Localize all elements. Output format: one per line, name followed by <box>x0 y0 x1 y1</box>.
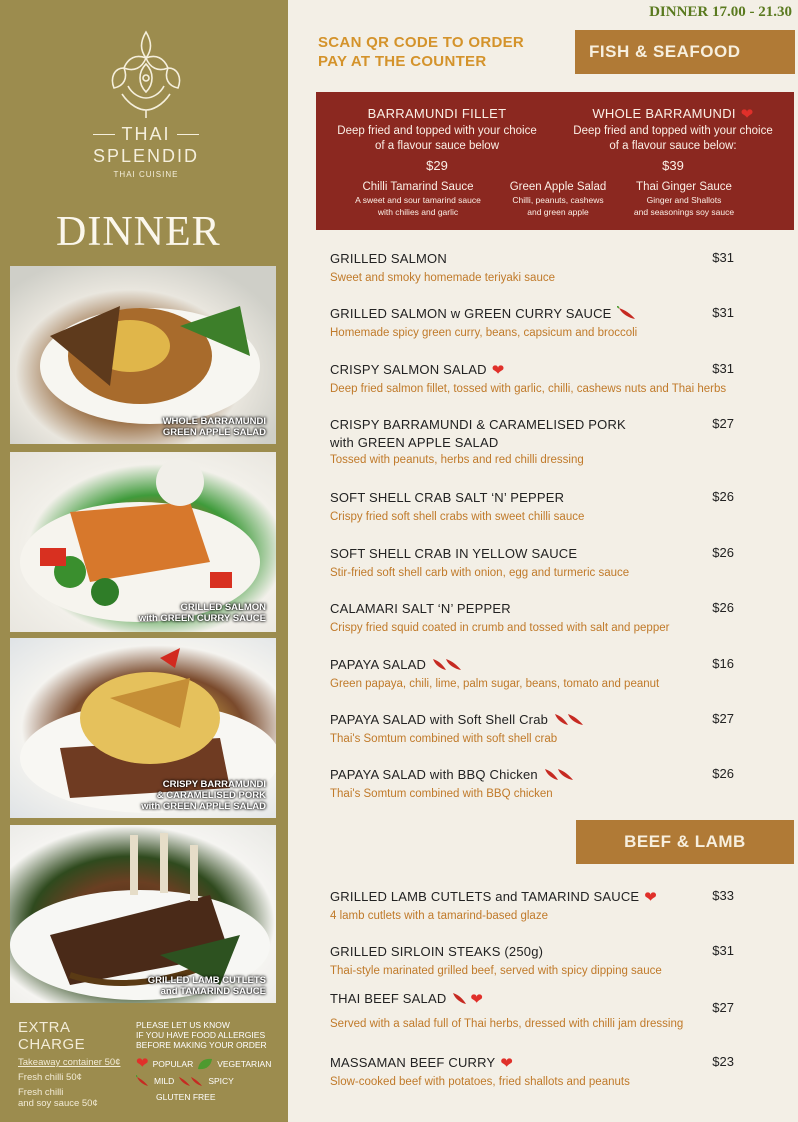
item-name: GRILLED SALMON w GREEN CURRY SAUCE <box>330 306 612 321</box>
item-price: $26 <box>712 489 734 504</box>
brand-name-line1: THAI <box>121 124 171 144</box>
spicy-chili-icon <box>178 1075 204 1087</box>
item-name: GRILLED SALMON <box>330 251 447 266</box>
photo-caption-1a: WHOLE BARRAMUNDI <box>162 416 266 427</box>
mild-chili-icon <box>451 991 469 1005</box>
photo-caption-2b: with GREEN CURRY SAUCE <box>138 613 266 624</box>
barramundi-fillet-title: BARRAMUNDI FILLET <box>367 106 507 121</box>
photo-crispy-barramundi <box>10 638 276 818</box>
item-description: Thai's Somtum combined with BBQ chicken <box>330 788 553 800</box>
popular-heart-icon: ❤ <box>491 362 505 379</box>
item-price: $27 <box>712 416 734 431</box>
sauce-name: Chilli Tamarind Sauce <box>362 181 474 193</box>
mild-chili-icon <box>136 1075 150 1087</box>
menu-item <box>330 250 740 285</box>
item-name: CRISPY BARRAMUNDI & CARAMELISED PORK <box>330 417 626 432</box>
sauce-name: Green Apple Salad <box>509 181 607 193</box>
item-name: PAPAYA SALAD with BBQ Chicken <box>330 767 538 782</box>
extra-charge-chilli-soy-b: and soy sauce 50¢ <box>18 1098 98 1109</box>
barramundi-fillet-price: $29 <box>426 158 448 173</box>
item-name: CRISPY SALMON SALAD <box>330 362 487 377</box>
sauce-chilli-tamarind <box>330 181 506 217</box>
popular-heart-icon: ❤ <box>644 889 658 906</box>
extra-charge-box <box>18 1019 134 1109</box>
sauce-green-apple-salad <box>496 181 620 217</box>
photo-grilled-salmon <box>10 452 276 632</box>
opening-hours: DINNER 17.00 - 21.30 <box>649 4 792 20</box>
item-price: $31 <box>712 361 734 376</box>
section-beef-lamb: BEEF & LAMB <box>576 820 794 864</box>
popular-heart-icon: ❤ <box>740 106 754 123</box>
item-price: $26 <box>712 766 734 781</box>
item-description: Sweet and smoky homemade teriyaki sauce <box>330 272 555 284</box>
whole-barramundi-desc-2: of a flavour sauce below: <box>609 140 737 152</box>
sauce-desc-2: and green apple <box>527 207 589 217</box>
item-price: $31 <box>712 305 734 320</box>
menu-item <box>330 416 740 467</box>
spicy-chili-icon <box>553 712 585 726</box>
whole-barramundi-desc-1: Deep fried and topped with your choice <box>573 125 773 137</box>
spicy-chili-icon <box>431 657 463 671</box>
allergy-line-1: PLEASE LET US KNOW <box>136 1020 230 1030</box>
popular-heart-icon: ❤ <box>500 1055 514 1072</box>
sauce-desc-1: Chilli, peanuts, cashews <box>512 195 604 205</box>
menu-item <box>330 361 740 396</box>
menu-title: DINNER <box>56 209 221 255</box>
photo-lamb-cutlets <box>10 825 276 1003</box>
item-price: $27 <box>712 711 734 726</box>
brand-name-line2: SPLENDID <box>92 146 200 166</box>
photo-whole-barramundi <box>10 266 276 444</box>
legend-popular: POPULAR <box>152 1059 194 1069</box>
menu-item <box>330 766 740 801</box>
brand-logo <box>86 28 206 179</box>
menu-item <box>330 711 740 746</box>
sauce-desc-1: Ginger and Shallots <box>646 195 722 205</box>
lotus-logo-icon <box>106 28 186 120</box>
item-name: PAPAYA SALAD <box>330 657 427 672</box>
item-price: $33 <box>712 888 734 903</box>
menu-item <box>330 888 740 923</box>
legend-gluten-free: GLUTEN FREE <box>156 1092 216 1102</box>
item-price: $16 <box>712 656 734 671</box>
item-price: $31 <box>712 943 734 958</box>
item-description: Tossed with peanuts, herbs and red chilli dressing <box>330 454 584 466</box>
sauce-desc-1: A sweet and sour tamarind sauce <box>355 195 481 205</box>
photo-caption-4a: GRILLED LAMB CUTLETS <box>147 975 266 986</box>
barramundi-fillet-desc-1: Deep fried and topped with your choice <box>337 125 537 137</box>
item-description: Crispy fried soft shell crabs with sweet chilli sauce <box>330 511 585 523</box>
photo-caption-4b: and TAMARIND SAUCE <box>160 986 266 997</box>
sauce-name: Thai Ginger Sauce <box>636 181 732 193</box>
vegetarian-leaf-icon <box>197 1058 213 1070</box>
item-name: CALAMARI SALT ‘N’ PEPPER <box>330 601 511 616</box>
menu-item <box>330 943 740 978</box>
menu-item <box>330 489 740 524</box>
icon-legend <box>136 1055 282 1107</box>
barramundi-fillet-block <box>320 106 554 173</box>
whole-barramundi-title: WHOLE BARRAMUNDI <box>592 106 736 121</box>
extra-charge-title: EXTRA CHARGE <box>18 1019 86 1053</box>
menu-item <box>330 990 740 1031</box>
item-description: Green papaya, chili, lime, palm sugar, beans, tomato and peanut <box>330 678 660 690</box>
whole-barramundi-block <box>556 106 790 173</box>
item-description: Slow-cooked beef with potatoes, fried shallots and peanuts <box>330 1076 630 1088</box>
item-name: SOFT SHELL CRAB IN YELLOW SAUCE <box>330 546 578 561</box>
barramundi-feature-box <box>316 92 794 230</box>
section-fish-seafood: FISH & SEAFOOD <box>575 30 795 74</box>
item-description: Served with a salad full of Thai herbs, dressed with chilli jam dressing <box>330 1018 684 1030</box>
item-description: Deep fried salmon fillet, tossed with garlic, chilli, cashews nuts and Thai herbs <box>330 383 727 395</box>
item-name: PAPAYA SALAD with Soft Shell Crab <box>330 712 549 727</box>
legend-vegetarian: VEGETARIAN <box>217 1059 272 1069</box>
item-name: MASSAMAN BEEF CURRY <box>330 1055 496 1070</box>
item-description: Stir-fried soft shell carb with onion, egg and turmeric sauce <box>330 567 630 579</box>
whole-barramundi-price: $39 <box>662 158 684 173</box>
legend-spicy: SPICY <box>208 1076 234 1086</box>
photo-caption-3b: & CARAMELISED PORK <box>156 790 266 801</box>
order-instructions <box>318 33 524 71</box>
brand-line-1 <box>86 124 206 145</box>
brand-tagline: THAI CUISINE <box>113 170 179 179</box>
popular-heart-icon: ❤ <box>470 991 484 1008</box>
photo-caption-2a: GRILLED SALMON <box>180 602 266 613</box>
item-name-line-2: with GREEN APPLE SALAD <box>330 435 499 450</box>
item-price: $23 <box>712 1054 734 1069</box>
item-description: Homemade spicy green curry, beans, capsicum and broccoli <box>330 327 638 339</box>
item-name: SOFT SHELL CRAB SALT ‘N’ PEPPER <box>330 490 565 505</box>
item-description: 4 lamb cutlets with a tamarind-based glaze <box>330 910 548 922</box>
menu-item <box>330 600 740 635</box>
sauce-desc-2: and seasonings soy sauce <box>633 207 735 217</box>
item-description: Crispy fried squid coated in crumb and tossed with salt and pepper <box>330 622 670 634</box>
extra-charge-takeaway: Takeaway container 50¢ <box>18 1057 121 1068</box>
order-note-pay: PAY AT THE COUNTER <box>318 53 487 70</box>
item-name: GRILLED LAMB CUTLETS and TAMARIND SAUCE <box>330 889 640 904</box>
sauce-thai-ginger <box>616 181 752 217</box>
item-price: $26 <box>712 545 734 560</box>
item-description: Thai-style marinated grilled beef, served with spicy dipping sauce <box>330 965 662 977</box>
menu-item <box>330 1054 740 1089</box>
popular-heart-icon: ❤ <box>136 1055 149 1072</box>
extra-charge-chilli-soy-a: Fresh chilli <box>18 1087 64 1098</box>
menu-item <box>330 545 740 580</box>
order-note-scan: SCAN QR CODE TO ORDER <box>318 34 525 51</box>
item-description: Thai's Somtum combined with soft shell crab <box>330 733 558 745</box>
extra-charge-chilli: Fresh chilli 50¢ <box>18 1072 82 1083</box>
item-name: THAI BEEF SALAD <box>330 991 447 1006</box>
photo-caption-3a: CRISPY BARRAMUNDI <box>162 779 266 790</box>
left-panel <box>0 0 288 1122</box>
allergy-notice <box>136 1020 282 1050</box>
sauce-desc-2: with chilies and garlic <box>377 207 459 217</box>
allergy-line-2: IF YOU HAVE FOOD ALLERGIES <box>136 1030 266 1040</box>
barramundi-fillet-desc-2: of a flavour sauce below <box>374 140 500 152</box>
menu-item <box>330 305 740 340</box>
spicy-chili-icon <box>543 767 575 781</box>
item-price: $31 <box>712 250 734 265</box>
item-price: $26 <box>712 600 734 615</box>
item-price: $27 <box>712 1000 734 1015</box>
menu-item <box>330 656 740 691</box>
photo-caption-3c: with GREEN APPLE SALAD <box>141 801 266 812</box>
photo-caption-1b: GREEN APPLE SALAD <box>162 427 266 438</box>
item-name: GRILLED SIRLOIN STEAKS (250g) <box>330 944 544 959</box>
legend-mild: MILD <box>154 1076 175 1086</box>
mild-chili-icon <box>617 306 637 320</box>
allergy-line-3: BEFORE MAKING YOUR ORDER <box>136 1040 267 1050</box>
